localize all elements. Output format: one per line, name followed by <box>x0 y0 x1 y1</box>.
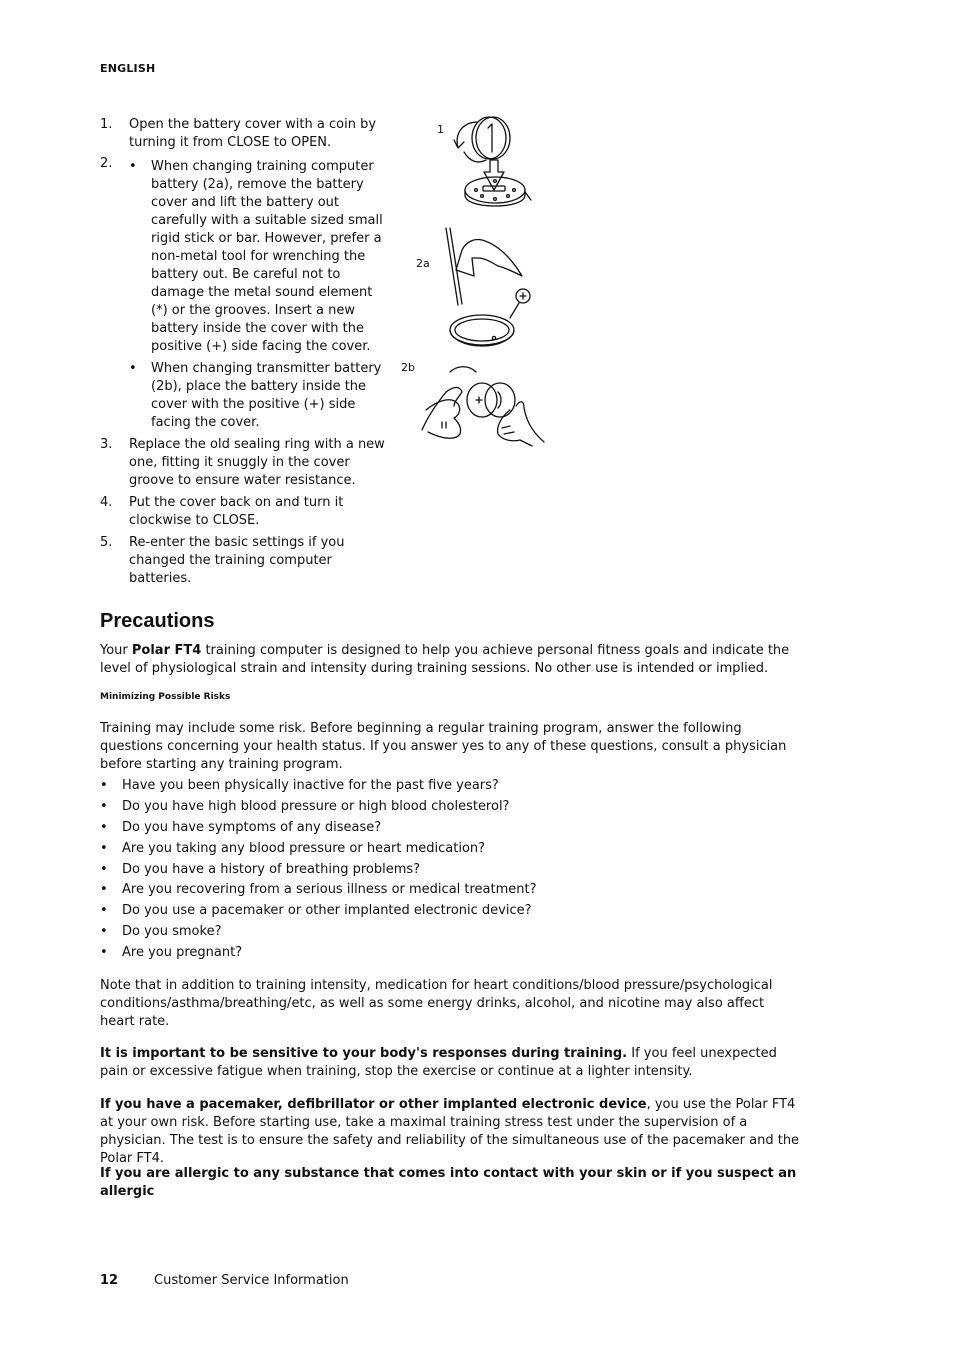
open-cover-ring-icon <box>450 315 514 346</box>
risk-intro-paragraph: Training may include some risk. Before beginning a regular training program, answer the following questions concerning your health status. If you answer yes to any of these questions, consult a physician before starting any training program. <box>100 721 787 772</box>
battery-cover-icon <box>465 177 531 206</box>
sub-text: When changing transmitter battery (2b), place the battery inside the cover with the positive (+) side facing the cover. <box>151 361 382 430</box>
list-item <box>100 923 800 941</box>
step-number: 1. <box>100 117 113 132</box>
rotate-arrow-icon <box>454 122 486 162</box>
question-text: Are you recovering from a serious illness or medical treatment? <box>122 882 537 898</box>
list-item <box>100 798 800 816</box>
health-questions-list <box>100 777 800 965</box>
allergy-bold-text: If you are allergic to any substance that comes into contact with your skin or if you suspect an allergic <box>100 1166 797 1199</box>
product-name: Polar FT4 <box>131 643 202 658</box>
intro-text-rest: training computer is designed to help you achieve personal fitness goals and indicate the level of physiological strain and intensity during training sessions. No other use is intended or implied. <box>100 643 790 676</box>
step-5 <box>100 534 390 588</box>
footer-section-title: Customer Service Information <box>154 1273 349 1288</box>
sub-text: When changing training computer battery (2a), remove the battery cover and lift the battery out carefully with a suitable sized small rigid stick or bar. However, prefer a non-metal tool for wrenching the battery out. Be careful not to damage the metal sound element (*) or the grooves. Insert a new battery inside the cover with the positive (+) side facing the cover. <box>151 159 383 354</box>
bullet-icon: • <box>129 159 137 174</box>
curved-arrow-icon <box>456 239 522 276</box>
step-text: Re-enter the basic settings if you changed the training computer batteries. <box>129 535 345 586</box>
list-item <box>100 819 800 837</box>
figure-label-2b: 2b <box>401 361 415 374</box>
list-item <box>100 881 800 899</box>
figure-label-2a: 2a <box>416 257 430 270</box>
list-item <box>100 840 800 858</box>
question-text: Are you pregnant? <box>122 945 243 961</box>
question-text: Do you use a pacemaker or other implanted electronic device? <box>122 903 532 919</box>
pacemaker-paragraph <box>100 1096 800 1168</box>
bullet-icon: • <box>129 361 137 376</box>
battery-plus-icon <box>510 289 530 318</box>
minimizing-risks-subheading: Minimizing Possible Risks <box>100 692 231 702</box>
page-number: 12 <box>100 1273 119 1288</box>
coin-icon <box>472 117 510 159</box>
sensitivity-paragraph <box>100 1045 800 1081</box>
question-text: Do you smoke? <box>122 924 222 940</box>
step-2-sub-2 <box>129 360 390 432</box>
precautions-heading: Precautions <box>100 610 215 632</box>
step-2 <box>100 158 390 432</box>
step-1 <box>100 116 390 152</box>
bullet-icon: • <box>100 840 108 856</box>
stick-icon <box>446 228 462 305</box>
list-item <box>100 777 800 795</box>
pacemaker-bold-text: If you have a pacemaker, defibrillator or other implanted electronic device <box>100 1097 647 1112</box>
sensitivity-text: If you feel unexpected pain or excessive fatigue when training, stop the exercise or continue at a lighter intensity. <box>100 1046 777 1079</box>
language-label: ENGLISH <box>100 62 156 75</box>
list-item <box>100 944 800 962</box>
allergy-paragraph <box>100 1165 800 1201</box>
figure-label-1: 1 <box>437 123 444 136</box>
battery-illustration-svg <box>398 110 558 450</box>
step-text: Put the cover back on and turn it clockwise to CLOSE. <box>129 495 344 528</box>
pacemaker-text: , you use the Polar FT4 at your own risk. Before starting use, take a maximal training stress test under the supervision of a physician. The test is to ensure the safety and reliability of the simultaneous use of the pacemaker and the Polar FT4. <box>100 1097 800 1166</box>
right-hand-icon <box>498 402 544 446</box>
step-number: 3. <box>100 437 113 452</box>
question-text: Are you taking any blood pressure or heart medication? <box>122 840 486 856</box>
left-hand-icon <box>422 367 476 439</box>
step-text: Open the battery cover with a coin by turning it from CLOSE to OPEN. <box>129 117 377 150</box>
bullet-icon: • <box>100 924 108 940</box>
step-number: 4. <box>100 495 113 510</box>
step-number: 5. <box>100 535 113 550</box>
step-4 <box>100 494 390 530</box>
sensitivity-bold-text: It is important to be sensitive to your body's responses during training. <box>100 1046 628 1061</box>
list-item <box>100 861 800 879</box>
precautions-intro <box>100 642 800 678</box>
bullet-icon: • <box>100 798 108 814</box>
question-text: Do you have a history of breathing problems? <box>122 861 421 877</box>
step-2-sub-1 <box>129 158 390 356</box>
question-text: Have you been physically inactive for the past five years? <box>122 778 499 793</box>
bullet-icon: • <box>100 861 108 877</box>
bullet-icon: • <box>100 945 108 961</box>
step-3 <box>100 436 390 490</box>
battery-steps-list <box>100 116 390 592</box>
step-number: 2. <box>100 156 113 171</box>
intro-text: Your <box>100 643 132 658</box>
medication-note-paragraph: Note that in addition to training intensity, medication for heart conditions/blood pressure/psychological conditions/asthma/breathing/etc, as well as some energy drinks, alcohol, and nicotine may also affect heart rate. <box>100 978 773 1029</box>
bullet-icon: • <box>100 903 108 919</box>
bullet-icon: • <box>100 819 108 835</box>
question-text: Do you have symptoms of any disease? <box>122 819 382 835</box>
battery-replacement-illustration <box>398 110 558 450</box>
list-item <box>100 902 800 920</box>
bullet-icon: • <box>100 778 108 793</box>
step-text: Replace the old sealing ring with a new one, fitting it snuggly in the cover groove to ensure water resistance. <box>129 437 385 488</box>
bullet-icon: • <box>100 882 108 898</box>
question-text: Do you have high blood pressure or high blood cholesterol? <box>122 798 510 814</box>
